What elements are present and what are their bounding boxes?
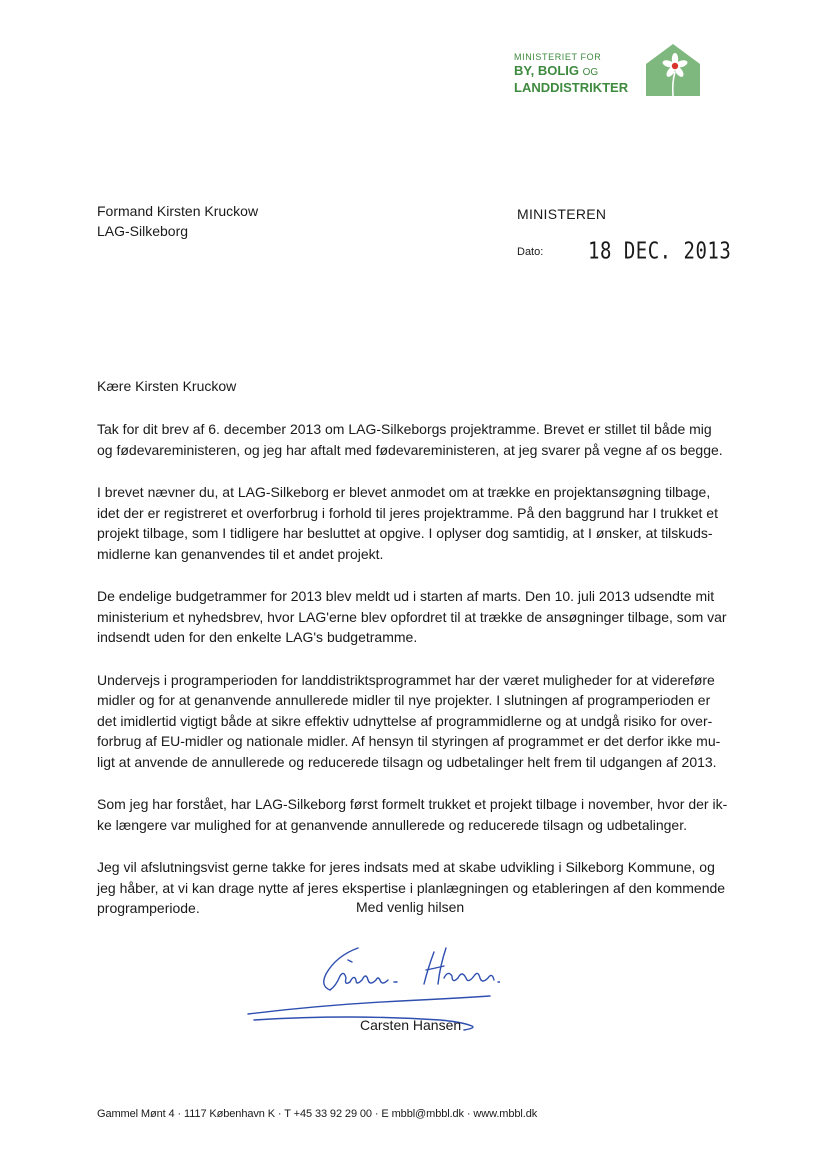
recipient-organisation: LAG-Silkeborg [97,223,189,239]
recipient-name: Formand Kirsten Kruckow [97,203,259,219]
logo-line-2 [514,63,628,80]
paragraph-line: og fødevareministeren, og jeg har aftalt med fødevareministeren, at jeg svarer på vegne af os begge. [97,441,723,458]
paragraph-line: programperiode. [97,900,200,916]
paragraph-line: Tak for dit brev af 6. december 2013 om LAG-Silkeborgs projektramme. Brevet er stillet til både mig [97,421,712,437]
paragraph-line: midlerne kan genanvendes til et andet projekt. [97,545,384,562]
paragraph-line: det imidlertid vigtigt både at sikre effektiv udnyttelse af programmidlerne og at undgå risiko for over- [97,712,713,729]
logo-line-1: MINISTERIET FOR [514,52,602,62]
logo-line-2-main: BY, BOLIG [514,63,580,78]
footer-address: Gammel Mønt 4 · 1117 København K · T +45 33 92 29 00 · E mbbl@mbbl.dk · www.mbbl.dk [97,1108,538,1120]
salutation: Kære Kirsten Kruckow [97,378,237,394]
sender-office: MINISTEREN [517,206,607,222]
paragraph-line: ligt at anvende de annullerede og reducerede tilsagn og udbetalinger helt frem til udgangen af 2013. [97,753,717,770]
paragraph-line: I brevet nævner du, at LAG-Silkeborg er blevet anmodet om at trække en projektansøgning tilbage, [97,484,711,500]
paragraph [97,670,737,773]
paragraph-line: midler og for at genanvende annullerede midler til nye projekter. I slutningen af programperioden er [97,692,711,708]
paragraph-line: Jeg vil afslutningsvist gerne takke for jeres indsats med at skabe udvikling i Silkeborg Kommune, og [97,859,715,875]
paragraph-line: jeg håber, at vi kan drage nytte af jeres ekspertise i planlægningen og etableringen af den kommende [97,879,726,896]
paragraph-line: Som jeg har forstået, har LAG-Silkeborg først formelt trukket et projekt tilbage i november, hvor der ik- [97,796,728,812]
paragraph [97,586,737,648]
paragraph [97,794,737,835]
logo-text [514,52,628,95]
paragraph [97,482,737,564]
paragraph [97,419,737,460]
paragraph-line: projekt tilbage, som I tidligere har besluttet at opgive. I oplyser dog samtidig, at I ønsker, at tilskuds- [97,525,713,541]
paragraph-line: forbrug af EU-midler og nationale midler. Af hensyn til styringen af programmet er det derfor ikke mu- [97,733,721,749]
date-stamp: 18 DEC. 2013 [588,238,732,265]
paragraph-line: idet der er registreret et overforbrug i forhold til jeres projektramme. På den baggrund har I trukket et [97,504,718,521]
letter-body [97,419,737,941]
date-label: Dato: [517,246,544,258]
paragraph-line: De endelige budgetrammer for 2013 blev meldt ud i starten af marts. Den 10. juli 2013 udsendte mit [97,588,715,604]
logo-line-3: LANDDISTRIKTER [514,80,629,95]
paragraph-line: indsendt uden for den enkelte LAG's budgetramme. [97,629,418,645]
signer-name: Carsten Hansen [360,1017,462,1033]
logo-line-2-og: OG [582,67,599,78]
paragraph-line: ministerium et nyhedsbrev, hvor LAG'erne blev opfordret til at trække de ansøgninger tilbage, som var [97,608,727,625]
closing: Med venlig hilsen [356,899,465,915]
house-flower-icon [642,42,704,98]
recipient-block [97,201,258,241]
ministry-logo [514,42,704,102]
paragraph-line: ke længere var mulighed for at genanvende annullerede og reducerede tilsagn og udbetalinger. [97,816,687,833]
paragraph-line: Undervejs i programperioden for landdistriktsprogrammet har der været muligheder for at videreføre [97,671,715,688]
